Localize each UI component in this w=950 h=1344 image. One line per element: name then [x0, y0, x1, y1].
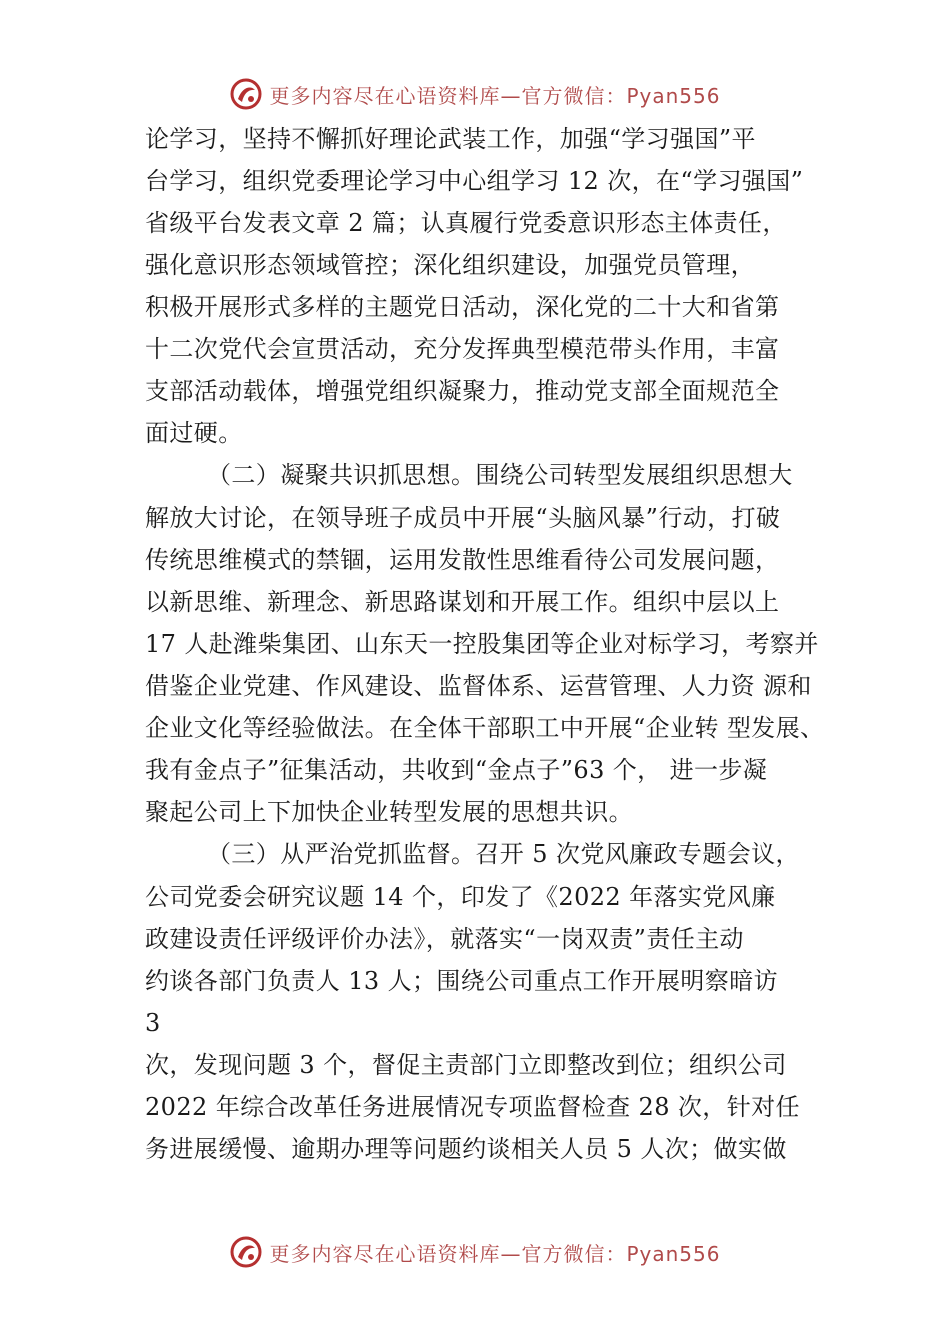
text-line: 论学习，坚持不懈抓好理论武装工作，加强“学习强国”平: [145, 125, 756, 153]
footer-banner: [0, 1232, 950, 1272]
text-line: 积极开展形式多样的主题党日活动，深化党的二十大和省第: [145, 293, 780, 321]
text-line: 约谈各部门负责人 13 人；围绕公司重点工作开展明察暗访: [145, 967, 778, 995]
header-banner: [0, 74, 950, 114]
text-line: 支部活动载体，增强党组织凝聚力，推动党支部全面规范全: [145, 377, 780, 405]
text-line: 面过硬。: [145, 419, 243, 447]
text-line: 2022 年综合改革任务进展情况专项监督检查 28 次，针对任: [145, 1093, 800, 1121]
text-line: 聚起公司上下加快企业转型发展的思想共识。: [145, 798, 633, 826]
text-line: 传统思维模式的禁锢，运用发散性思维看待公司发展问题，: [145, 546, 780, 574]
text-line: 次，发现问题 3 个，督促主责部门立即整改到位；组织公司: [145, 1051, 787, 1079]
red-swirl-logo-icon: [229, 1235, 263, 1269]
text-line: 企业文化等经验做法。在全体干部职工中开展“企业转 型发展、: [145, 714, 825, 742]
red-swirl-logo-icon: [229, 77, 263, 111]
text-line: 台学习，组织党委理论学习中心组学习 12 次，在“学习强国”: [145, 167, 804, 195]
text-line: 借鉴企业党建、作风建设、监督体系、运营管理、人力资 源和: [145, 672, 812, 700]
section-heading-line: （三）从严治党抓监督。召开 5 次党风廉政专题会议，: [207, 840, 800, 868]
text-line: 强化意识形态领域管控；深化组织建设，加强党员管理，: [145, 251, 755, 279]
text-line: 17 人赴潍柴集团、山东天一控股集团等企业对标学习，考察并: [145, 630, 819, 658]
text-line: 我有金点子”征集活动，共收到“金点子”63 个， 进一步凝: [145, 756, 768, 784]
text-line: 十二次党代会宣贯活动，充分发挥典型模范带头作用，丰富: [145, 335, 780, 363]
text-line: 省级平台发表文章 2 篇；认真履行党委意识形态主体责任，: [145, 209, 787, 237]
text-line: 以新思维、新理念、新思路谋划和开展工作。组织中层以上: [145, 588, 780, 616]
banner-text: 更多内容尽在心语资料库—官方微信：Pyan556: [269, 83, 721, 108]
text-line: 公司党委会研究议题 14 个，印发了《2022 年落实党风廉: [145, 883, 776, 911]
banner-text: 更多内容尽在心语资料库—官方微信：Pyan556: [269, 1241, 721, 1266]
section-heading-line: （二）凝聚共识抓思想。围绕公司转型发展组织思想大: [207, 461, 793, 489]
text-line: 3: [145, 1009, 161, 1037]
text-line: 政建设责任评级评价办法》，就落实“一岗双责”责任主动: [145, 925, 744, 953]
text-line: 务进展缓慢、逾期办理等问题约谈相关人员 5 人次；做实做: [145, 1135, 787, 1163]
text-line: 解放大讨论，在领导班子成员中开展“头脑风暴”行动，打破: [145, 504, 781, 532]
